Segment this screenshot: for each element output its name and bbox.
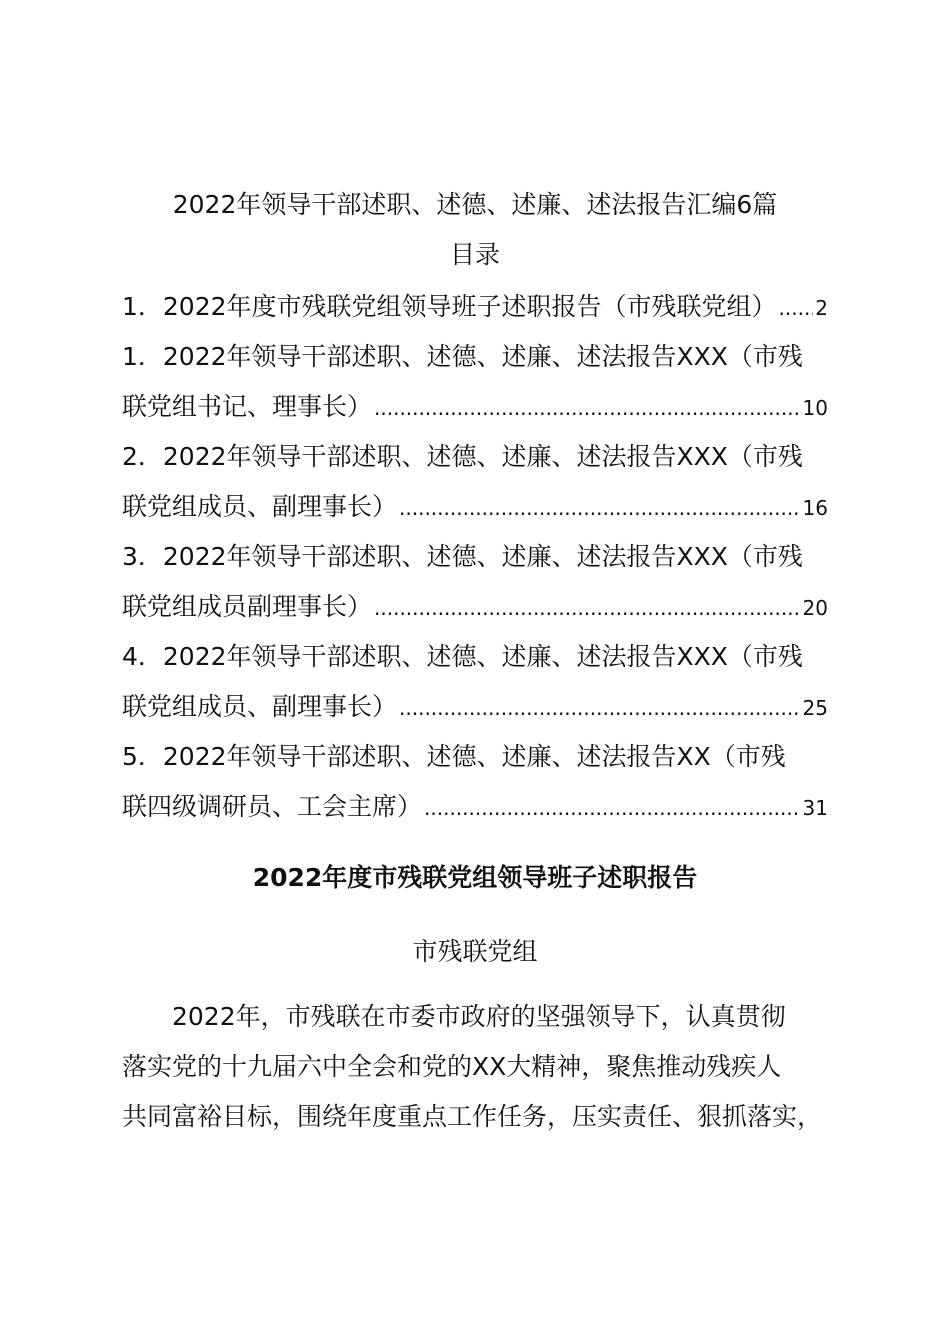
toc-entry[interactable] xyxy=(122,632,828,732)
toc-entry-text: 1．2022年领导干部述职、述德、述廉、述法报告XXX（市残 xyxy=(122,342,803,371)
report-paragraph xyxy=(122,992,832,1142)
toc-entry-text-continued: 联党组成员、副理事长） xyxy=(122,692,398,721)
toc-page-number: 10 xyxy=(802,396,828,420)
toc-entry-text: 3．2022年领导干部述职、述德、述廉、述法报告XXX（市残 xyxy=(122,542,803,571)
toc-page-number: 25 xyxy=(802,696,828,720)
paragraph-line: 2022年，市残联在市委市政府的坚强领导下，认真贯彻 xyxy=(172,1002,786,1031)
toc-heading: 目录 xyxy=(449,240,500,269)
toc-entry-text: 4．2022年领导干部述职、述德、述廉、述法报告XXX（市残 xyxy=(122,642,803,671)
toc-entry[interactable] xyxy=(122,332,828,432)
report-title: 2022年度市残联党组领导班子述职报告 xyxy=(252,863,698,892)
toc-entry[interactable] xyxy=(122,282,828,332)
table-of-contents xyxy=(122,282,828,832)
toc-page-number: 20 xyxy=(802,596,828,620)
toc-entry-text: 2．2022年领导干部述职、述德、述廉、述法报告XXX（市残 xyxy=(122,442,803,471)
toc-entry-text-continued: 联四级调研员、工会主席） xyxy=(122,792,423,821)
toc-entry-text-continued: 联党组成员副理事长） xyxy=(122,592,373,621)
report-author: 市残联党组 xyxy=(412,937,538,966)
toc-leader-dots xyxy=(399,483,801,533)
toc-entry[interactable] xyxy=(122,732,828,832)
toc-page-number: 16 xyxy=(802,496,828,520)
toc-entry[interactable] xyxy=(122,432,828,532)
toc-leader-dots xyxy=(424,783,801,833)
document-title: 2022年领导干部述职、述德、述廉、述法报告汇编6篇 xyxy=(172,190,778,219)
paragraph-line: 共同富裕目标，围绕年度重点工作任务，压实责任、狠抓落实， xyxy=(122,1102,823,1131)
toc-leader-dots xyxy=(374,583,801,633)
toc-leader-dots xyxy=(779,283,814,333)
toc-entry-text-continued: 联党组成员、副理事长） xyxy=(122,492,398,521)
toc-page-number: 31 xyxy=(802,796,828,820)
toc-entry-text-continued: 联党组书记、理事长） xyxy=(122,392,373,421)
toc-entry-text: 1．2022年度市残联党组领导班子述职报告（市残联党组） xyxy=(122,292,777,321)
toc-leader-dots xyxy=(399,683,801,733)
paragraph-line: 落实党的十九届六中全会和党的XX大精神，聚焦推动残疾人 xyxy=(122,1052,782,1081)
toc-leader-dots xyxy=(374,383,801,433)
toc-page-number: 2 xyxy=(815,296,828,320)
toc-entry[interactable] xyxy=(122,532,828,632)
toc-entry-text: 5．2022年领导干部述职、述德、述廉、述法报告XX（市残 xyxy=(122,742,786,771)
